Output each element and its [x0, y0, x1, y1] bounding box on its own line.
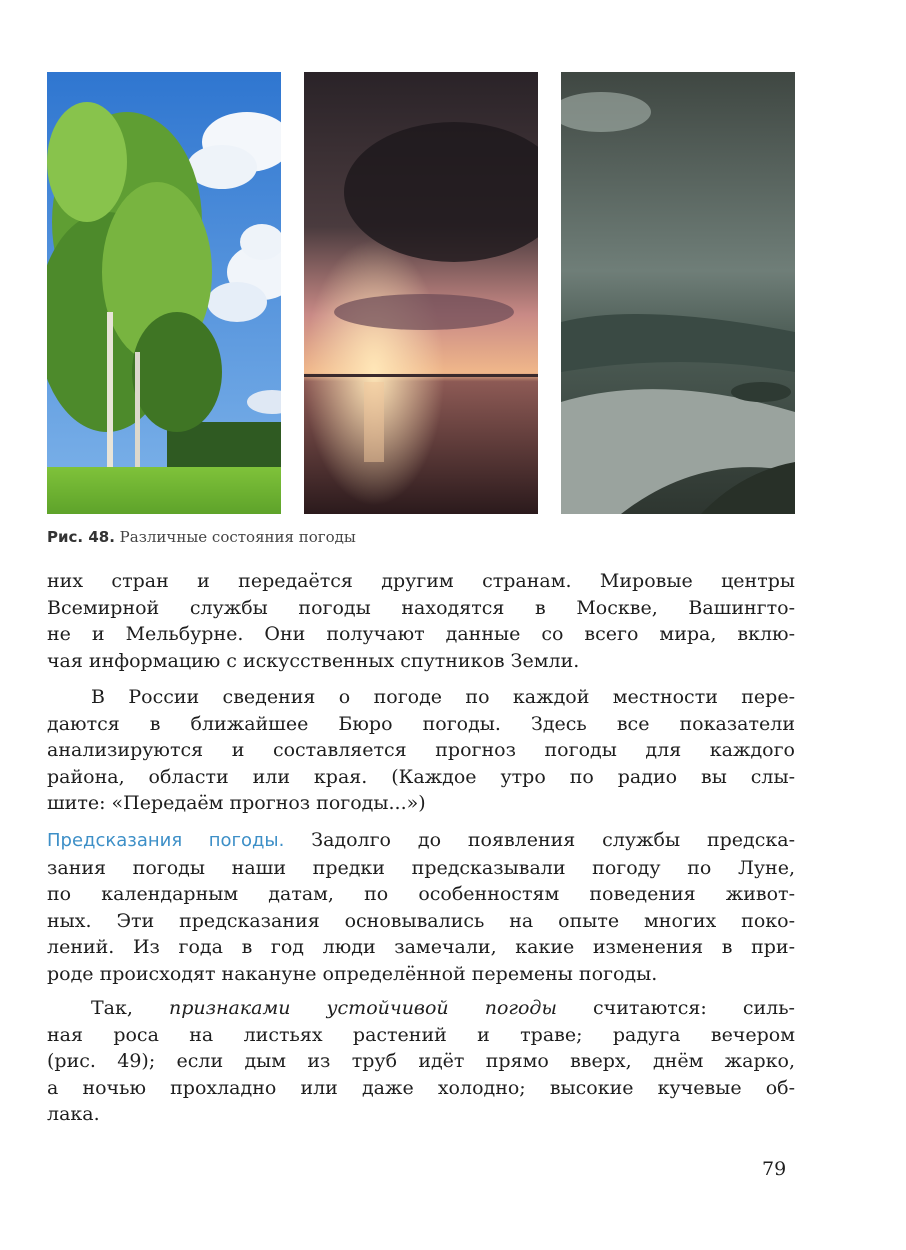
text-line: района, области или края. (Каждое утро по радио вы слы-: [47, 765, 795, 788]
text-fragment: Так,: [91, 997, 169, 1019]
text-line: ных. Эти предсказания основывались на опыте многих поко-: [47, 909, 795, 932]
text-line: [47, 827, 795, 855]
text-fragment: Задолго до появления службы предска-: [284, 829, 795, 851]
text-line: зания погоды наши предки предсказывали погоду по Луне,: [47, 856, 795, 879]
text-fragment: считаются: силь-: [556, 997, 795, 1019]
text-line: них стран и передаётся другим странам. Мировые центры: [47, 570, 795, 592]
storm-image: [561, 72, 795, 514]
text-line: лака.: [47, 1103, 100, 1125]
paragraph-2: [47, 684, 795, 817]
sunset-image: [304, 72, 538, 514]
text-line: даются в ближайшее Бюро погоды. Здесь все показатели: [47, 712, 795, 735]
figure-caption: [47, 528, 356, 546]
text-line: анализируются и составляется прогноз погоды для каждого: [47, 739, 795, 761]
text-line: Всемирной службы погоды находятся в Москве, Вашингто-: [47, 596, 795, 619]
sunset-over-lake-photo: [304, 72, 538, 514]
text-line: [47, 995, 795, 1022]
text-line: чая информацию с искусственных спутников Земли.: [47, 649, 580, 672]
text-line: не и Мельбурне. Они получают данные со всего мира, вклю-: [47, 623, 795, 645]
text-line: лений. Из года в год люди замечали, какие изменения в при-: [47, 936, 795, 958]
paragraph-3: [47, 827, 795, 987]
figure-48: [47, 72, 795, 514]
emphasis-term: признаками устойчивой погоды: [168, 997, 557, 1019]
text-line: В России сведения о погоде по каждой местности пере-: [91, 686, 795, 708]
page-number: 79: [762, 1158, 787, 1180]
text-line: по календарным датам, по особенностям поведения живот-: [47, 883, 795, 905]
text-line: роде происходят накануне определённой перемены погоды.: [47, 962, 658, 985]
text-line: (рис. 49); если дым из труб идёт прямо вверх, днём жарко,: [47, 1050, 795, 1072]
paragraph-4: [47, 995, 795, 1128]
text-line: шите: «Передаём прогноз погоды...»): [47, 792, 426, 814]
section-term: Предсказания погоды.: [47, 830, 285, 851]
paragraph-1: [47, 568, 795, 674]
text-line: ная роса на листьях растений и траве; радуга вечером: [47, 1023, 795, 1046]
figure-number: Рис. 48.: [47, 528, 115, 546]
rain-storm-over-river-photo: [561, 72, 795, 514]
sunny-birch-tree-photo: [47, 72, 281, 514]
figure-caption-text: Различные состояния погоды: [119, 528, 356, 546]
birch-tree-image: [47, 72, 281, 514]
text-line: а ночью прохладно или даже холодно; высокие кучевые об-: [47, 1076, 795, 1099]
